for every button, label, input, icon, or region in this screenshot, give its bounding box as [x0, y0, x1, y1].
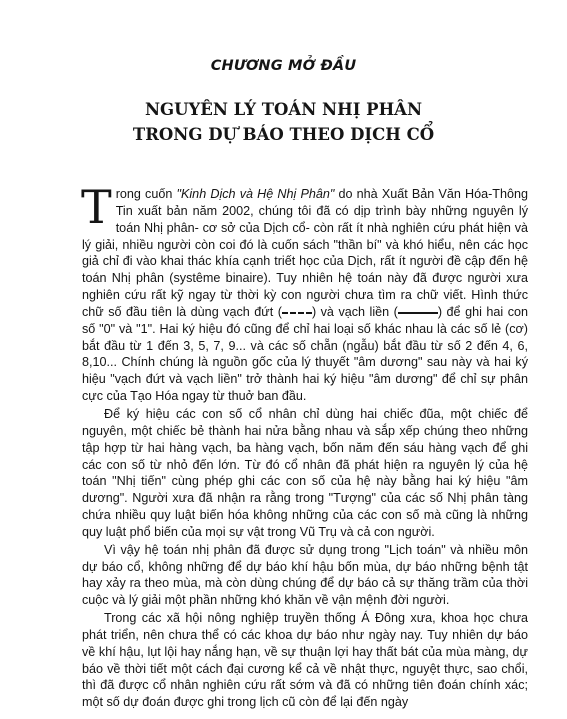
- chapter-title: [0, 97, 567, 147]
- paragraph-2: Để ký hiệu các con số cổ nhân chỉ dùng hai chiếc đũa, một chiếc để nguyên, một chiếc bẻ thành hai nửa bằng nhau và sắp xếp chúng theo những tập hợp từ hai hàng vạch, ba hàng vạch, bốn năm đến sáu hàng vạch để ghi các con số từ nhỏ đến lớn. Từ đó cổ nhân đã phát hiện ra nguyên lý của hệ toán "Nhị tiến" cùng phép ghi các con số của hệ này bằng hai ký hiệu "âm dương". Người xưa đã nhận ra rằng trong "Tượng" của các số Nhị phân tàng chứa nhiều quy luật biến hóa không những của các con số mà cũng là những quy luật phổ biến của mọi sự vật trong Vũ Trụ và cả con người.: [82, 406, 528, 539]
- solid-line-symbol: [398, 312, 438, 314]
- book-title: "Kinh Dịch và Hệ Nhị Phân": [176, 187, 335, 201]
- chapter-label: CHƯƠNG MỞ ĐẦU: [210, 58, 357, 74]
- chapter-title-line-2: TRONG DỰ BÁO THEO DỊCH CỔ: [132, 125, 435, 144]
- broken-line-symbol: [282, 312, 312, 314]
- drop-cap: T: [81, 180, 112, 234]
- paragraph-1: Trong cuốn "Kinh Dịch và Hệ Nhị Phân" do nhà Xuất Bản Văn Hóa-Thông Tin xuất bản năm 2002, chúng tôi đã có dịp trình bày những nguyên lý toán Nhị phân- cơ sở của Dịch cổ- còn rất ít nhà nghiên cứu phát hiện và lý giải, nhiều người còn coi đó là cuốn sách "thần bí" và khó hiểu, nên các học giả chỉ đi vào khai thác khía cạnh triết học của Dịch, rất ít người đề cập đến hệ toán Nhị phân (systême binaire). Tuy nhiên hệ toán này đã được người xưa nghiên cứu rất kỹ ngay từ thời kỳ con người chưa tìm ra chữ viết. Hình thức chữ số đầu tiên là dùng vạch đứt ( ) và vạch liền ( ) để ghi hai con số "0" và "1". Hai ký hiệu đó cũng để chỉ hai loại số khác nhau là các số lẻ (cơ) bắt đầu từ 1 đến 3, 5, 7, 9... và các số chẵn (ngẫu) bắt đầu từ số 2 đến 4, 6, 8,10... Chính chúng là nguồn gốc của lý thuyết "âm dương" sau này và hai ký hiệu "vạch đứt và vạch liền" trở thành hai ký hiệu "âm dương" để chỉ sự phân cực của Tạo Hóa ngay từ thuở ban đầu.: [81, 180, 529, 404]
- paragraph-3: Vì vậy hệ toán nhị phân đã được sử dụng trong "Lịch toán" và nhiều môn dự báo cổ, không những để dự báo khí hậu bốn mùa, dự báo những bệnh tật hay xảy ra theo mùa, mà còn dùng chúng để dự báo cả sự thăng trầm của thời cuộc và lý giải một phần những khó khăn về vận mệnh đời người.: [82, 542, 528, 608]
- paragraph-4: Trong các xã hội nông nghiệp truyền thống Á Đông xưa, khoa học chưa phát triển, nên chưa thể có các khoa dự báo như ngày nay. Tuy nhiên dự báo về khí hậu, lụt lội hay nắng hạn, về sự thuận lợi hay thất bát của mùa màng, dự báo về thời tiết một cách đại cương kể cả về nhật thực, nguyệt thực, sao chổi, thì đã được cổ nhân nghiên cứu rất sớm và đã có những tiên đoán chính xác; một số dự đoán được ghi trong lịch cũ còn để lại đến ngày: [82, 611, 528, 710]
- chapter-title-line-1: NGUYÊN LÝ TOÁN NHỊ PHÂN: [144, 100, 423, 119]
- body-text: [81, 180, 529, 712]
